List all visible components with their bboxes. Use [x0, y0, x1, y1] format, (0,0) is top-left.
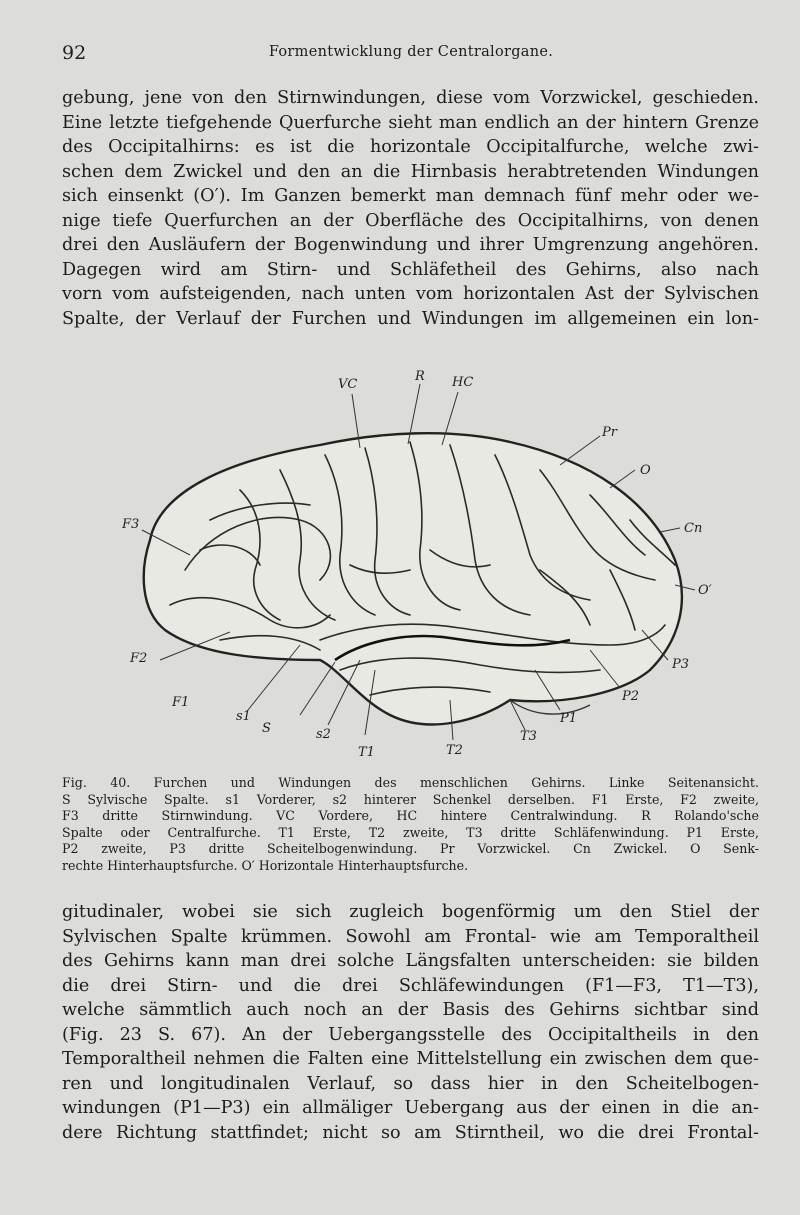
caption-line: Fig. 40. Furchen und Windungen des menschlichen Gehirns. Linke Seitenansicht. — [62, 775, 759, 790]
label-f3: F3 — [122, 517, 140, 532]
text-line: Sylvischen Spalte krümmen. Sowohl am Frontal- wie am Temporaltheil — [62, 926, 759, 947]
caption-line: S Sylvische Spalte. s1 Vorderer, s2 hinterer Schenkel derselben. F1 Erste, F2 zweite, — [62, 791, 759, 807]
text-line: drei den Ausläufern der Bogenwindung und ihrer Umgrenzung angehören. — [62, 235, 759, 255]
label-pr: Pr — [602, 425, 617, 440]
label-t2: T2 — [446, 743, 463, 758]
label-hc: HC — [452, 375, 474, 390]
text-line: gebung, jene von den Stirnwindungen, diese vom Vorzwickel, geschieden. — [62, 88, 759, 108]
label-f1: F1 — [172, 695, 190, 710]
label-p2: P2 — [622, 689, 640, 704]
text-line: vorn vom aufsteigenden, nach unten vom horizontalen Ast der Sylvischen — [62, 284, 759, 304]
text-line: (Fig. 23 S. 67). An der Uebergangsstelle des Occipitaltheils in den — [62, 1024, 759, 1045]
figure-caption — [62, 775, 759, 875]
text-line: gitudinaler, wobei sie sich zugleich bogenförmig um den Stiel der — [62, 902, 759, 922]
text-line: ren und longitudinalen Verlauf, so dass hier in den Scheitelbogen- — [62, 1073, 759, 1094]
text-line: windungen (P1—P3) ein allmäliger Uebergang aus der einen in die an- — [62, 1098, 759, 1118]
label-cn: Cn — [684, 521, 703, 536]
caption-line: F3 dritte Stirnwindung. VC Vordere, HC hintere Centralwindung. R Rolando'sche — [62, 808, 759, 824]
caption-line: Spalte oder Centralfurche. T1 Erste, T2 zweite, T3 dritte Schläfenwindung. P1 Erste, — [62, 824, 759, 840]
text-line: welche sämmtlich auch noch an der Basis des Gehirns sichtbar sind — [62, 1000, 759, 1020]
page-header — [62, 42, 760, 68]
label-o-prime: O′ — [698, 583, 712, 598]
label-t1: T1 — [358, 745, 375, 760]
label-p3: P3 — [672, 657, 690, 672]
page-number: 92 — [62, 42, 87, 64]
paragraph-bottom — [62, 900, 759, 1145]
text-line: sich einsenkt (O′). Im Ganzen bemerkt man demnach fünf mehr oder we- — [62, 186, 759, 206]
brain-outline — [144, 433, 682, 724]
text-line: die drei Stirn- und die drei Schläfewindungen (F1—F3, T1—T3), — [62, 975, 759, 996]
text-line: Dagegen wird am Stirn- und Schläfetheil des Gehirns, also nach — [62, 259, 759, 280]
label-r: R — [415, 370, 425, 384]
running-head: Formentwicklung der Centralorgane. — [268, 44, 554, 60]
label-s2: s2 — [316, 727, 331, 742]
text-line: dere Richtung stattfindet; nicht so am Stirntheil, wo die drei Frontal- — [62, 1122, 759, 1143]
label-p1: P1 — [560, 711, 578, 726]
label-vc: VC — [338, 377, 358, 392]
label-s: S — [262, 721, 271, 736]
text-line: Temporaltheil nehmen die Falten eine Mittelstellung ein zwischen dem que- — [62, 1049, 759, 1069]
text-line: nige tiefe Querfurchen an der Oberfläche des Occipitalhirns, von denen — [62, 210, 759, 231]
text-line: des Occipitalhirns: es ist die horizontale Occipitalfurche, welche zwi- — [62, 137, 759, 157]
label-f2: F2 — [130, 651, 148, 666]
text-line: des Gehirns kann man drei solche Längsfalten unterscheiden: sie bilden — [62, 951, 759, 971]
text-line: schen dem Zwickel und den an die Hirnbasis herabtretenden Windungen — [62, 161, 759, 182]
text-line: Eine letzte tiefgehende Querfurche sieht man endlich an der hintern Grenze — [62, 112, 759, 133]
brain-figure — [90, 370, 730, 765]
label-t3: T3 — [520, 729, 537, 744]
caption-line: P2 zweite, P3 dritte Scheitelbogenwindung. Pr Vorzwickel. Cn Zwickel. O Senk- — [62, 841, 759, 857]
label-s1: s1 — [236, 709, 251, 724]
label-o: O — [640, 463, 651, 478]
text-line: Spalte, der Verlauf der Furchen und Windungen im allgemeinen ein lon- — [62, 308, 759, 329]
brain-illustration — [90, 370, 730, 765]
paragraph-top — [62, 86, 759, 331]
caption-line: rechte Hinterhauptsfurche. O′ Horizontale Hinterhauptsfurche. — [62, 857, 469, 873]
